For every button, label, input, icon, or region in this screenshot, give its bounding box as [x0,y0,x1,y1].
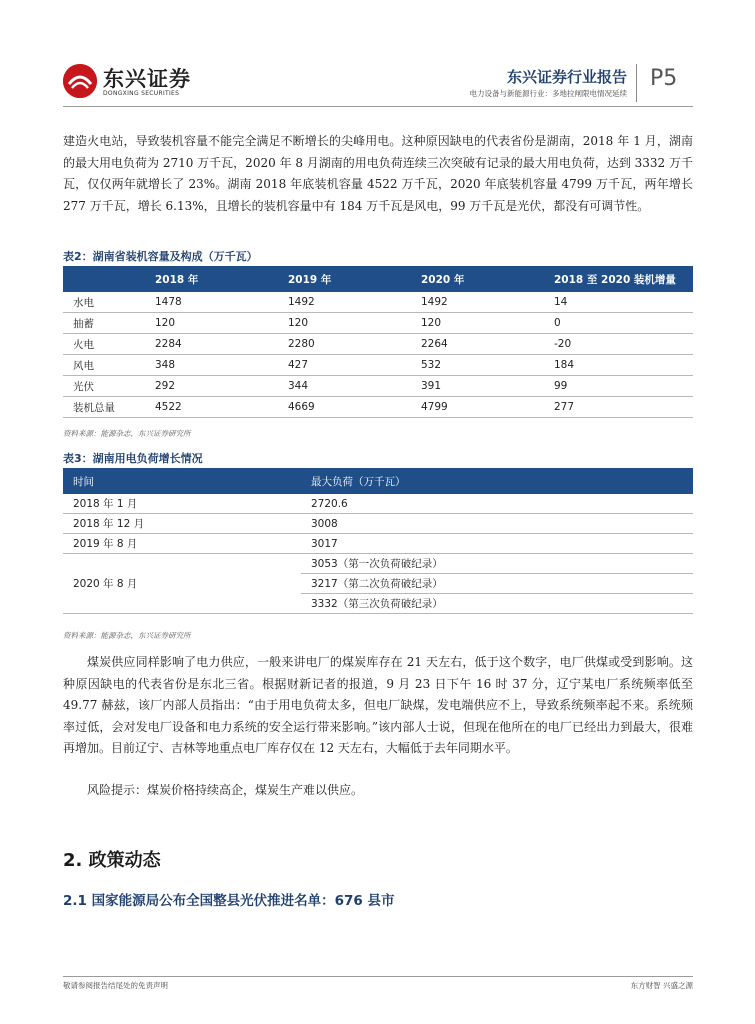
table-row [63,334,693,355]
table-cell: 120 [145,313,278,334]
table-cell: 2280 [278,334,411,355]
table2 [63,266,693,418]
table-cell: 1492 [411,292,544,313]
row-label: 抽蓄 [63,313,145,334]
disclaimer-note: 敬请参阅报告结尾处的免责声明 [63,981,168,990]
table-cell: 4799 [411,397,544,418]
table-cell: 3008 [301,514,693,534]
table-row [63,376,693,397]
paragraph-3: 风险提示：煤炭价格持续高企，煤炭生产难以供应。 [87,783,364,797]
table-cell: 532 [411,355,544,376]
table3-caption: 表3：湖南用电负荷增长情况 [63,452,203,465]
row-label: 水电 [63,292,145,313]
row-label: 光伏 [63,376,145,397]
table-cell: 348 [145,355,278,376]
table-cell-merged: 2020 年 8 月 [63,554,301,614]
logo-icon [63,64,97,98]
table-cell: 1478 [145,292,278,313]
table-row [63,313,693,334]
table-cell: 1492 [278,292,411,313]
table2-header: 2019 年 [278,266,411,292]
paragraph-2: 煤炭供应同样影响了电力供应，一般来讲电厂的煤炭库存在 21 天左右，低于这个数字，电厂供煤或受到影响。这种原因缺电的代表省份是东北三省。根据财新记者的报道，9 月 23 日下午 16 时 37 分，辽宁某电厂系统频率低至 49.77 赫兹，该厂内部人员指出：“由于用电负荷太多，但电厂缺煤，发电端供应不上，导致系统频率起不来。系统频率过低，会对发电厂设备和电力系统的安全运行带来影响。”该内部人士说，但现在他所在的电厂已经出力到最大，很难再增加。目前辽宁、吉林等地重点电厂库存仅在 12 天左右，大幅低于去年同期水平。 [63,655,693,755]
footer-slogan: 东方财智 兴盛之源 [630,981,693,990]
table-cell: 292 [145,376,278,397]
table-cell: 4669 [278,397,411,418]
table3-header-row [63,468,693,494]
table2-header [63,266,145,292]
table-cell: 2264 [411,334,544,355]
table-cell: 184 [544,355,693,376]
header-rule [63,106,693,107]
table3 [63,468,693,614]
report-title: 东兴证券行业报告 [506,68,627,86]
table-row [63,292,693,313]
table2-header: 2018 至 2020 装机增量 [544,266,693,292]
page-number: P5 [650,66,678,91]
table-cell: 3053（第一次负荷破纪录） [301,554,693,574]
table-row [63,355,693,376]
table-cell: 344 [278,376,411,397]
table2-caption: 表2：湖南省装机容量及构成（万千瓦） [63,250,258,263]
row-label: 风电 [63,355,145,376]
table-cell: 427 [278,355,411,376]
table-cell: 2284 [145,334,278,355]
table3-header: 最大负荷（万千瓦） [301,468,693,494]
footer-rule [63,976,693,977]
table2-header: 2018 年 [145,266,278,292]
table-row [63,554,693,574]
table-row [63,534,693,554]
table2-source: 资料来源：能源杂志，东兴证券研究所 [63,429,191,438]
table-row [63,397,693,418]
table2-header-row [63,266,693,292]
logo-mark [63,64,97,98]
table-cell: 3217（第二次负荷破纪录） [301,574,693,594]
table3-source: 资料来源：能源杂志，东兴证券研究所 [63,631,191,640]
table-cell: 14 [544,292,693,313]
table-cell: 2018 年 1 月 [63,494,301,514]
table-row [63,494,693,514]
table-cell: 120 [278,313,411,334]
table-cell: 0 [544,313,693,334]
table-cell: 4522 [145,397,278,418]
table-cell: 99 [544,376,693,397]
logo-text-en: DONGXING SECURITIES [103,90,180,97]
row-label: 火电 [63,334,145,355]
section-heading: 2. 政策动态 [63,850,161,871]
table3-header: 时间 [63,468,301,494]
table-row [63,514,693,534]
paragraph-1: 建造火电站，导致装机容量不能完全满足不断增长的尖峰用电。这种原因缺电的代表省份是湖南，2018 年 1 月，湖南的最大用电负荷为 2710 万千瓦，2020 年 8 月湖南的用电负荷连续三次突破有记录的最大用电负荷，达到 3332 万千瓦，仅仅两年就增长了 23%。湖南 2018 年底装机容量 4522 万千瓦，2020 年底装机容量 4799 万千瓦，两年增长 277 万千瓦，增长 6.13%，且增长的装机容量中有 184 万千瓦是风电，99 万千瓦是光伏，都没有可调节性。 [63,134,693,213]
report-subtitle: 电力设备与新能源行业：多地拉闸限电情况延续 [469,89,627,98]
table-cell: 391 [411,376,544,397]
table-cell: 120 [411,313,544,334]
table-cell: 2019 年 8 月 [63,534,301,554]
header-divider [636,64,637,102]
table-cell: 277 [544,397,693,418]
table2-header: 2020 年 [411,266,544,292]
table-cell: 3332（第三次负荷破纪录） [301,594,693,614]
subsection-heading: 2.1 国家能源局公布全国整县光伏推进名单：676 县市 [63,893,395,909]
logo-text-cn: 东兴证券 [103,67,191,91]
table-cell: -20 [544,334,693,355]
table-cell: 2720.6 [301,494,693,514]
table-cell: 3017 [301,534,693,554]
table-cell: 2018 年 12 月 [63,514,301,534]
row-label: 装机总量 [63,397,145,418]
